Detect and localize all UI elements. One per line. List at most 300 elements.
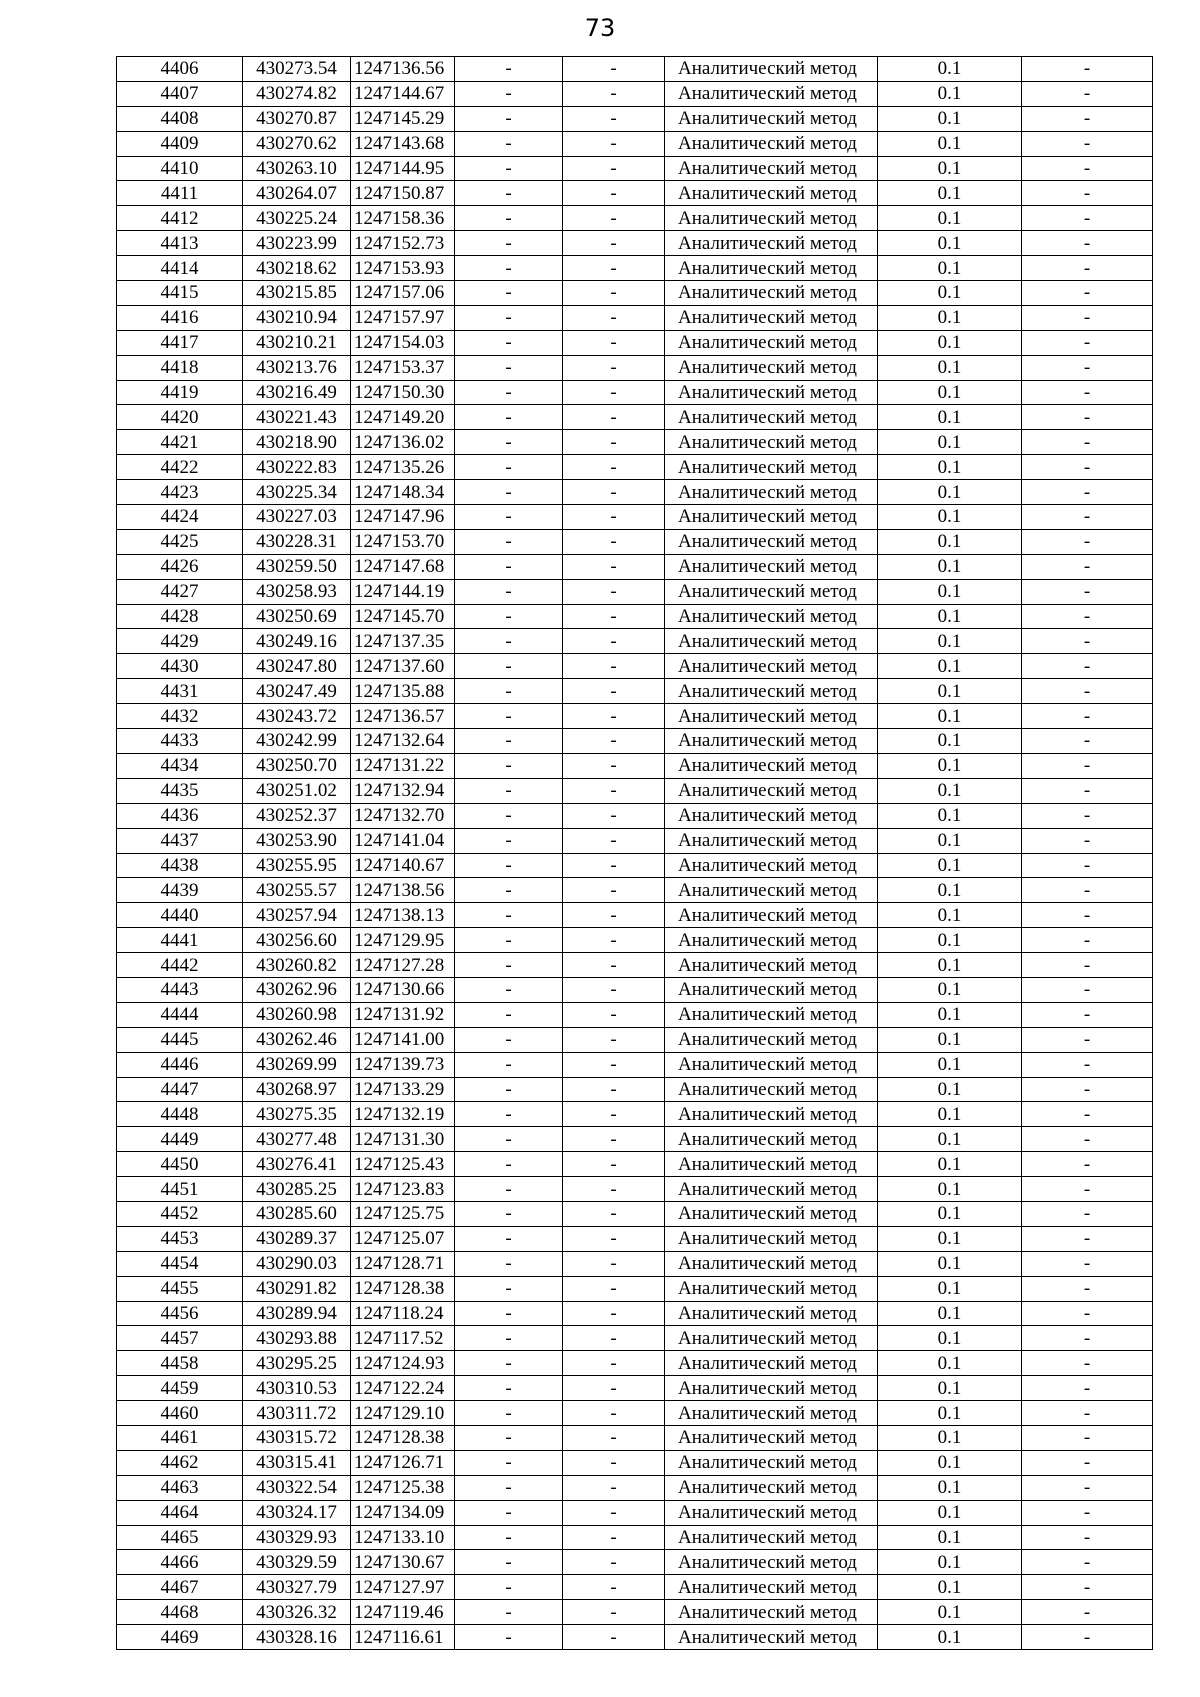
method-cell: Аналитический метод bbox=[665, 1550, 878, 1575]
method-cell: Аналитический метод bbox=[665, 853, 878, 878]
dash-cell-2: - bbox=[563, 1027, 665, 1052]
accuracy-cell: 0.1 bbox=[878, 206, 1022, 231]
x-coordinate-cell: 430315.72 bbox=[243, 1425, 351, 1450]
x-coordinate-cell: 430255.95 bbox=[243, 853, 351, 878]
dash-cell-2: - bbox=[563, 480, 665, 505]
point-number-cell: 4454 bbox=[117, 1251, 243, 1276]
dash-cell-3: - bbox=[1022, 305, 1153, 330]
point-number-cell: 4445 bbox=[117, 1027, 243, 1052]
point-number-cell: 4440 bbox=[117, 903, 243, 928]
method-cell: Аналитический метод bbox=[665, 181, 878, 206]
dash-cell-2: - bbox=[563, 704, 665, 729]
accuracy-cell: 0.1 bbox=[878, 529, 1022, 554]
table-row bbox=[117, 57, 1153, 82]
y-coordinate-cell: 1247128.38 bbox=[351, 1425, 455, 1450]
table-row bbox=[117, 1500, 1153, 1525]
y-coordinate-cell: 1247133.29 bbox=[351, 1077, 455, 1102]
method-cell: Аналитический метод bbox=[665, 529, 878, 554]
point-number-cell: 4432 bbox=[117, 704, 243, 729]
table-row bbox=[117, 1575, 1153, 1600]
dash-cell-3: - bbox=[1022, 380, 1153, 405]
dash-cell-2: - bbox=[563, 355, 665, 380]
point-number-cell: 4463 bbox=[117, 1475, 243, 1500]
dash-cell-2: - bbox=[563, 1600, 665, 1625]
dash-cell-3: - bbox=[1022, 554, 1153, 579]
dash-cell-1: - bbox=[455, 803, 563, 828]
y-coordinate-cell: 1247136.57 bbox=[351, 704, 455, 729]
x-coordinate-cell: 430285.25 bbox=[243, 1177, 351, 1202]
method-cell: Аналитический метод bbox=[665, 803, 878, 828]
dash-cell-2: - bbox=[563, 1152, 665, 1177]
point-number-cell: 4434 bbox=[117, 753, 243, 778]
method-cell: Аналитический метод bbox=[665, 1525, 878, 1550]
y-coordinate-cell: 1247139.73 bbox=[351, 1052, 455, 1077]
dash-cell-3: - bbox=[1022, 953, 1153, 978]
table-row bbox=[117, 1425, 1153, 1450]
method-cell: Аналитический метод bbox=[665, 1625, 878, 1650]
accuracy-cell: 0.1 bbox=[878, 1525, 1022, 1550]
dash-cell-1: - bbox=[455, 156, 563, 181]
method-cell: Аналитический метод bbox=[665, 928, 878, 953]
x-coordinate-cell: 430257.94 bbox=[243, 903, 351, 928]
table-row bbox=[117, 803, 1153, 828]
dash-cell-1: - bbox=[455, 654, 563, 679]
dash-cell-3: - bbox=[1022, 206, 1153, 231]
method-cell: Аналитический метод bbox=[665, 256, 878, 281]
table-row bbox=[117, 156, 1153, 181]
y-coordinate-cell: 1247148.34 bbox=[351, 480, 455, 505]
dash-cell-2: - bbox=[563, 1401, 665, 1426]
accuracy-cell: 0.1 bbox=[878, 579, 1022, 604]
point-number-cell: 4438 bbox=[117, 853, 243, 878]
y-coordinate-cell: 1247130.67 bbox=[351, 1550, 455, 1575]
dash-cell-3: - bbox=[1022, 977, 1153, 1002]
y-coordinate-cell: 1247131.92 bbox=[351, 1002, 455, 1027]
dash-cell-3: - bbox=[1022, 1475, 1153, 1500]
dash-cell-3: - bbox=[1022, 1600, 1153, 1625]
dash-cell-2: - bbox=[563, 1052, 665, 1077]
method-cell: Аналитический метод bbox=[665, 1226, 878, 1251]
table-row bbox=[117, 1525, 1153, 1550]
dash-cell-1: - bbox=[455, 579, 563, 604]
method-cell: Аналитический метод bbox=[665, 1401, 878, 1426]
dash-cell-1: - bbox=[455, 1351, 563, 1376]
table-row bbox=[117, 604, 1153, 629]
x-coordinate-cell: 430262.96 bbox=[243, 977, 351, 1002]
point-number-cell: 4407 bbox=[117, 81, 243, 106]
x-coordinate-cell: 430268.97 bbox=[243, 1077, 351, 1102]
table-row bbox=[117, 629, 1153, 654]
dash-cell-1: - bbox=[455, 1475, 563, 1500]
method-cell: Аналитический метод bbox=[665, 405, 878, 430]
dash-cell-3: - bbox=[1022, 1077, 1153, 1102]
dash-cell-2: - bbox=[563, 1500, 665, 1525]
accuracy-cell: 0.1 bbox=[878, 380, 1022, 405]
dash-cell-1: - bbox=[455, 1425, 563, 1450]
dash-cell-1: - bbox=[455, 430, 563, 455]
table-row bbox=[117, 928, 1153, 953]
y-coordinate-cell: 1247136.56 bbox=[351, 57, 455, 82]
dash-cell-1: - bbox=[455, 281, 563, 306]
table-row bbox=[117, 1052, 1153, 1077]
dash-cell-1: - bbox=[455, 1002, 563, 1027]
dash-cell-1: - bbox=[455, 1077, 563, 1102]
dash-cell-2: - bbox=[563, 455, 665, 480]
dash-cell-1: - bbox=[455, 679, 563, 704]
table-row bbox=[117, 679, 1153, 704]
dash-cell-1: - bbox=[455, 505, 563, 530]
method-cell: Аналитический метод bbox=[665, 1326, 878, 1351]
point-number-cell: 4464 bbox=[117, 1500, 243, 1525]
dash-cell-3: - bbox=[1022, 1102, 1153, 1127]
x-coordinate-cell: 430315.41 bbox=[243, 1450, 351, 1475]
table-row bbox=[117, 554, 1153, 579]
accuracy-cell: 0.1 bbox=[878, 778, 1022, 803]
method-cell: Аналитический метод bbox=[665, 355, 878, 380]
method-cell: Аналитический метод bbox=[665, 1450, 878, 1475]
table-row bbox=[117, 106, 1153, 131]
method-cell: Аналитический метод bbox=[665, 1575, 878, 1600]
table-row bbox=[117, 1625, 1153, 1650]
x-coordinate-cell: 430210.94 bbox=[243, 305, 351, 330]
dash-cell-3: - bbox=[1022, 1052, 1153, 1077]
accuracy-cell: 0.1 bbox=[878, 455, 1022, 480]
x-coordinate-cell: 430270.62 bbox=[243, 131, 351, 156]
dash-cell-2: - bbox=[563, 1002, 665, 1027]
x-coordinate-cell: 430269.99 bbox=[243, 1052, 351, 1077]
dash-cell-3: - bbox=[1022, 1351, 1153, 1376]
point-number-cell: 4413 bbox=[117, 231, 243, 256]
dash-cell-1: - bbox=[455, 878, 563, 903]
y-coordinate-cell: 1247133.10 bbox=[351, 1525, 455, 1550]
accuracy-cell: 0.1 bbox=[878, 1152, 1022, 1177]
dash-cell-2: - bbox=[563, 206, 665, 231]
accuracy-cell: 0.1 bbox=[878, 704, 1022, 729]
x-coordinate-cell: 430250.70 bbox=[243, 753, 351, 778]
table-row bbox=[117, 729, 1153, 754]
y-coordinate-cell: 1247144.19 bbox=[351, 579, 455, 604]
method-cell: Аналитический метод bbox=[665, 81, 878, 106]
dash-cell-2: - bbox=[563, 803, 665, 828]
method-cell: Аналитический метод bbox=[665, 1027, 878, 1052]
accuracy-cell: 0.1 bbox=[878, 181, 1022, 206]
table-row bbox=[117, 1550, 1153, 1575]
accuracy-cell: 0.1 bbox=[878, 430, 1022, 455]
dash-cell-3: - bbox=[1022, 1376, 1153, 1401]
method-cell: Аналитический метод bbox=[665, 753, 878, 778]
y-coordinate-cell: 1247136.02 bbox=[351, 430, 455, 455]
accuracy-cell: 0.1 bbox=[878, 1201, 1022, 1226]
y-coordinate-cell: 1247124.93 bbox=[351, 1351, 455, 1376]
point-number-cell: 4458 bbox=[117, 1351, 243, 1376]
accuracy-cell: 0.1 bbox=[878, 281, 1022, 306]
accuracy-cell: 0.1 bbox=[878, 1600, 1022, 1625]
accuracy-cell: 0.1 bbox=[878, 604, 1022, 629]
dash-cell-3: - bbox=[1022, 1550, 1153, 1575]
method-cell: Аналитический метод bbox=[665, 1177, 878, 1202]
point-number-cell: 4449 bbox=[117, 1127, 243, 1152]
dash-cell-1: - bbox=[455, 1600, 563, 1625]
method-cell: Аналитический метод bbox=[665, 1152, 878, 1177]
point-number-cell: 4420 bbox=[117, 405, 243, 430]
dash-cell-3: - bbox=[1022, 1152, 1153, 1177]
x-coordinate-cell: 430259.50 bbox=[243, 554, 351, 579]
dash-cell-3: - bbox=[1022, 803, 1153, 828]
method-cell: Аналитический метод bbox=[665, 305, 878, 330]
dash-cell-3: - bbox=[1022, 1002, 1153, 1027]
dash-cell-2: - bbox=[563, 604, 665, 629]
x-coordinate-cell: 430273.54 bbox=[243, 57, 351, 82]
table-row bbox=[117, 1600, 1153, 1625]
dash-cell-3: - bbox=[1022, 1575, 1153, 1600]
dash-cell-3: - bbox=[1022, 455, 1153, 480]
method-cell: Аналитический метод bbox=[665, 106, 878, 131]
x-coordinate-cell: 430260.98 bbox=[243, 1002, 351, 1027]
accuracy-cell: 0.1 bbox=[878, 1376, 1022, 1401]
dash-cell-1: - bbox=[455, 1226, 563, 1251]
x-coordinate-cell: 430253.90 bbox=[243, 828, 351, 853]
y-coordinate-cell: 1247141.04 bbox=[351, 828, 455, 853]
method-cell: Аналитический метод bbox=[665, 1276, 878, 1301]
method-cell: Аналитический метод bbox=[665, 729, 878, 754]
point-number-cell: 4426 bbox=[117, 554, 243, 579]
dash-cell-2: - bbox=[563, 554, 665, 579]
dash-cell-1: - bbox=[455, 131, 563, 156]
dash-cell-3: - bbox=[1022, 1425, 1153, 1450]
x-coordinate-cell: 430322.54 bbox=[243, 1475, 351, 1500]
method-cell: Аналитический метод bbox=[665, 505, 878, 530]
y-coordinate-cell: 1247149.20 bbox=[351, 405, 455, 430]
dash-cell-1: - bbox=[455, 853, 563, 878]
dash-cell-1: - bbox=[455, 1102, 563, 1127]
point-number-cell: 4412 bbox=[117, 206, 243, 231]
method-cell: Аналитический метод bbox=[665, 1002, 878, 1027]
y-coordinate-cell: 1247144.67 bbox=[351, 81, 455, 106]
table-row bbox=[117, 778, 1153, 803]
dash-cell-1: - bbox=[455, 529, 563, 554]
dash-cell-1: - bbox=[455, 81, 563, 106]
point-number-cell: 4441 bbox=[117, 928, 243, 953]
dash-cell-2: - bbox=[563, 281, 665, 306]
dash-cell-2: - bbox=[563, 679, 665, 704]
dash-cell-2: - bbox=[563, 828, 665, 853]
accuracy-cell: 0.1 bbox=[878, 903, 1022, 928]
dash-cell-2: - bbox=[563, 330, 665, 355]
y-coordinate-cell: 1247132.19 bbox=[351, 1102, 455, 1127]
x-coordinate-cell: 430227.03 bbox=[243, 505, 351, 530]
y-coordinate-cell: 1247158.36 bbox=[351, 206, 455, 231]
dash-cell-2: - bbox=[563, 1351, 665, 1376]
point-number-cell: 4429 bbox=[117, 629, 243, 654]
method-cell: Аналитический метод bbox=[665, 1201, 878, 1226]
accuracy-cell: 0.1 bbox=[878, 1425, 1022, 1450]
point-number-cell: 4417 bbox=[117, 330, 243, 355]
dash-cell-1: - bbox=[455, 57, 563, 82]
method-cell: Аналитический метод bbox=[665, 1052, 878, 1077]
table-row bbox=[117, 1276, 1153, 1301]
table-row bbox=[117, 654, 1153, 679]
table-row bbox=[117, 305, 1153, 330]
accuracy-cell: 0.1 bbox=[878, 1550, 1022, 1575]
point-number-cell: 4468 bbox=[117, 1600, 243, 1625]
dash-cell-3: - bbox=[1022, 654, 1153, 679]
dash-cell-3: - bbox=[1022, 928, 1153, 953]
y-coordinate-cell: 1247132.70 bbox=[351, 803, 455, 828]
dash-cell-1: - bbox=[455, 554, 563, 579]
method-cell: Аналитический метод bbox=[665, 206, 878, 231]
dash-cell-3: - bbox=[1022, 81, 1153, 106]
method-cell: Аналитический метод bbox=[665, 1102, 878, 1127]
accuracy-cell: 0.1 bbox=[878, 355, 1022, 380]
dash-cell-2: - bbox=[563, 1575, 665, 1600]
method-cell: Аналитический метод bbox=[665, 679, 878, 704]
table-row bbox=[117, 953, 1153, 978]
dash-cell-2: - bbox=[563, 1077, 665, 1102]
method-cell: Аналитический метод bbox=[665, 1301, 878, 1326]
x-coordinate-cell: 430242.99 bbox=[243, 729, 351, 754]
x-coordinate-cell: 430255.57 bbox=[243, 878, 351, 903]
accuracy-cell: 0.1 bbox=[878, 1326, 1022, 1351]
y-coordinate-cell: 1247150.87 bbox=[351, 181, 455, 206]
dash-cell-3: - bbox=[1022, 131, 1153, 156]
x-coordinate-cell: 430221.43 bbox=[243, 405, 351, 430]
table-row bbox=[117, 256, 1153, 281]
dash-cell-3: - bbox=[1022, 704, 1153, 729]
x-coordinate-cell: 430260.82 bbox=[243, 953, 351, 978]
dash-cell-1: - bbox=[455, 629, 563, 654]
x-coordinate-cell: 430228.31 bbox=[243, 529, 351, 554]
y-coordinate-cell: 1247125.75 bbox=[351, 1201, 455, 1226]
method-cell: Аналитический метод bbox=[665, 1077, 878, 1102]
dash-cell-1: - bbox=[455, 1550, 563, 1575]
dash-cell-3: - bbox=[1022, 679, 1153, 704]
table-body bbox=[117, 57, 1153, 1650]
table-row bbox=[117, 1401, 1153, 1426]
dash-cell-3: - bbox=[1022, 853, 1153, 878]
accuracy-cell: 0.1 bbox=[878, 106, 1022, 131]
dash-cell-3: - bbox=[1022, 480, 1153, 505]
method-cell: Аналитический метод bbox=[665, 579, 878, 604]
table-row bbox=[117, 529, 1153, 554]
x-coordinate-cell: 430274.82 bbox=[243, 81, 351, 106]
y-coordinate-cell: 1247118.24 bbox=[351, 1301, 455, 1326]
accuracy-cell: 0.1 bbox=[878, 57, 1022, 82]
y-coordinate-cell: 1247125.43 bbox=[351, 1152, 455, 1177]
y-coordinate-cell: 1247138.13 bbox=[351, 903, 455, 928]
dash-cell-2: - bbox=[563, 256, 665, 281]
x-coordinate-cell: 430215.85 bbox=[243, 281, 351, 306]
table-row bbox=[117, 1450, 1153, 1475]
accuracy-cell: 0.1 bbox=[878, 231, 1022, 256]
x-coordinate-cell: 430262.46 bbox=[243, 1027, 351, 1052]
dash-cell-1: - bbox=[455, 1052, 563, 1077]
dash-cell-2: - bbox=[563, 778, 665, 803]
dash-cell-3: - bbox=[1022, 1276, 1153, 1301]
method-cell: Аналитический метод bbox=[665, 778, 878, 803]
table-row bbox=[117, 380, 1153, 405]
y-coordinate-cell: 1247138.56 bbox=[351, 878, 455, 903]
accuracy-cell: 0.1 bbox=[878, 1251, 1022, 1276]
y-coordinate-cell: 1247145.70 bbox=[351, 604, 455, 629]
dash-cell-1: - bbox=[455, 480, 563, 505]
point-number-cell: 4446 bbox=[117, 1052, 243, 1077]
y-coordinate-cell: 1247154.03 bbox=[351, 330, 455, 355]
dash-cell-2: - bbox=[563, 853, 665, 878]
x-coordinate-cell: 430225.24 bbox=[243, 206, 351, 231]
point-number-cell: 4444 bbox=[117, 1002, 243, 1027]
accuracy-cell: 0.1 bbox=[878, 554, 1022, 579]
x-coordinate-cell: 430223.99 bbox=[243, 231, 351, 256]
dash-cell-3: - bbox=[1022, 529, 1153, 554]
dash-cell-2: - bbox=[563, 57, 665, 82]
accuracy-cell: 0.1 bbox=[878, 629, 1022, 654]
x-coordinate-cell: 430264.07 bbox=[243, 181, 351, 206]
dash-cell-3: - bbox=[1022, 156, 1153, 181]
x-coordinate-cell: 430210.21 bbox=[243, 330, 351, 355]
accuracy-cell: 0.1 bbox=[878, 330, 1022, 355]
y-coordinate-cell: 1247153.70 bbox=[351, 529, 455, 554]
point-number-cell: 4437 bbox=[117, 828, 243, 853]
point-number-cell: 4431 bbox=[117, 679, 243, 704]
method-cell: Аналитический метод bbox=[665, 1351, 878, 1376]
point-number-cell: 4439 bbox=[117, 878, 243, 903]
accuracy-cell: 0.1 bbox=[878, 1301, 1022, 1326]
x-coordinate-cell: 430290.03 bbox=[243, 1251, 351, 1276]
x-coordinate-cell: 430263.10 bbox=[243, 156, 351, 181]
table-row bbox=[117, 1301, 1153, 1326]
dash-cell-2: - bbox=[563, 305, 665, 330]
method-cell: Аналитический метод bbox=[665, 977, 878, 1002]
y-coordinate-cell: 1247135.26 bbox=[351, 455, 455, 480]
dash-cell-2: - bbox=[563, 1251, 665, 1276]
point-number-cell: 4428 bbox=[117, 604, 243, 629]
point-number-cell: 4452 bbox=[117, 1201, 243, 1226]
accuracy-cell: 0.1 bbox=[878, 828, 1022, 853]
point-number-cell: 4421 bbox=[117, 430, 243, 455]
accuracy-cell: 0.1 bbox=[878, 679, 1022, 704]
dash-cell-3: - bbox=[1022, 1625, 1153, 1650]
dash-cell-1: - bbox=[455, 1152, 563, 1177]
point-number-cell: 4447 bbox=[117, 1077, 243, 1102]
x-coordinate-cell: 430225.34 bbox=[243, 480, 351, 505]
x-coordinate-cell: 430289.94 bbox=[243, 1301, 351, 1326]
accuracy-cell: 0.1 bbox=[878, 953, 1022, 978]
dash-cell-1: - bbox=[455, 1177, 563, 1202]
method-cell: Аналитический метод bbox=[665, 554, 878, 579]
dash-cell-3: - bbox=[1022, 604, 1153, 629]
point-number-cell: 4430 bbox=[117, 654, 243, 679]
dash-cell-1: - bbox=[455, 455, 563, 480]
accuracy-cell: 0.1 bbox=[878, 654, 1022, 679]
dash-cell-1: - bbox=[455, 729, 563, 754]
accuracy-cell: 0.1 bbox=[878, 1102, 1022, 1127]
y-coordinate-cell: 1247145.29 bbox=[351, 106, 455, 131]
dash-cell-3: - bbox=[1022, 1127, 1153, 1152]
y-coordinate-cell: 1247137.60 bbox=[351, 654, 455, 679]
dash-cell-1: - bbox=[455, 380, 563, 405]
y-coordinate-cell: 1247141.00 bbox=[351, 1027, 455, 1052]
y-coordinate-cell: 1247152.73 bbox=[351, 231, 455, 256]
x-coordinate-cell: 430249.16 bbox=[243, 629, 351, 654]
accuracy-cell: 0.1 bbox=[878, 1575, 1022, 1600]
method-cell: Аналитический метод bbox=[665, 1475, 878, 1500]
table-row bbox=[117, 704, 1153, 729]
dash-cell-1: - bbox=[455, 1301, 563, 1326]
table-row bbox=[117, 878, 1153, 903]
table-row bbox=[117, 1201, 1153, 1226]
y-coordinate-cell: 1247150.30 bbox=[351, 380, 455, 405]
dash-cell-1: - bbox=[455, 778, 563, 803]
